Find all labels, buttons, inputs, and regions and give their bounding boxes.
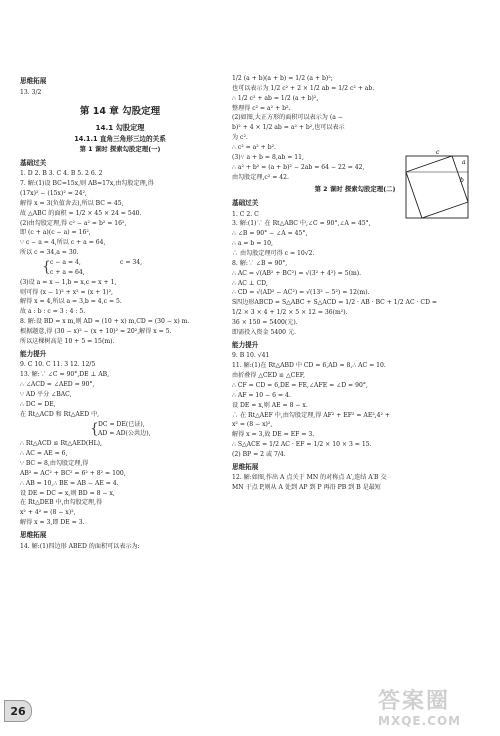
- answer-line: 为 c².: [232, 134, 248, 142]
- answer-line: ∴ AC = AE = 6,: [20, 450, 68, 458]
- answer-block-3: [20, 360, 220, 419]
- answer-line: 也可以表示为 1/2 c² + 2 × 1/2 ab = 1/2 c² + ab.: [232, 84, 375, 92]
- answer-line: 1/2 (a + b)(a + b) = 1/2 (a + b)²;: [232, 75, 333, 82]
- right-column: [232, 74, 478, 493]
- answer-line: ∴ Rt△ACD ≌ Rt△AED(HL),: [20, 440, 102, 448]
- answer-line: 14. 解:(1)四边形 ABED 的面积可以表示为:: [20, 542, 140, 550]
- answer-line: 解得 x = 3,即 DE = 3.: [20, 519, 85, 527]
- answer-line: 故 a : b : c = 3 : 4 : 5.: [20, 308, 86, 316]
- answer-line: (17x)² − (15x)² = 24²,: [20, 190, 87, 197]
- label-c: c: [436, 149, 440, 156]
- answer-line: ∴ ∠B = 90° − ∠A = 45°,: [232, 230, 308, 238]
- answer-line: 1. D 2. B 3. C 4. B 5. 2 6. 2: [20, 170, 103, 178]
- condition-line: DC = DE(已证),: [98, 420, 145, 428]
- answer-line: ∴ DC = DE,: [20, 400, 56, 408]
- answer-line: S四边形ABCD = S△ABC + S△ACD = 1/2 · AB · BC + 1/2 AC · CD =: [232, 299, 438, 307]
- section-heading-think-r: 思维拓展: [232, 462, 259, 471]
- answer-line: ∵ BC = 8,由勾股定理,得: [20, 460, 89, 468]
- answer-block-r3: [232, 351, 478, 459]
- answer-line: 8. 解:设 BD = x m,则 AD = (10 + x) m,CD = (30 − x) m.: [20, 318, 190, 326]
- lesson-title-2: 第 2 课时 探索勾股定理(二): [314, 185, 396, 194]
- answer-line: 解得 x = 4,所以 a = 3,b = 4,c = 5.: [20, 298, 122, 306]
- answer-line: ∴ a² + b² = (a + b)² − 2ab = 64 − 22 = 42,: [232, 163, 365, 171]
- answer-block-4: [20, 439, 220, 528]
- lesson-title-1: 第 1 课时 探索勾股定理(一): [79, 145, 161, 154]
- answer-line: 设 DE = x,则 AE = 8 − x.: [232, 401, 308, 409]
- condition-line: AD = AD(公共边),: [98, 430, 151, 438]
- section-heading-improve-r: 能力提升: [232, 340, 259, 349]
- answer-line: x² = (8 − x)²,: [232, 421, 273, 429]
- answer-line: 7. 解:(1)设 BC=15x,则 AB=17x,由勾股定理,得: [20, 180, 154, 188]
- system-line: c + a = 64,: [50, 268, 85, 276]
- section-heading-basic-r: 基础过关: [232, 198, 259, 207]
- answer-line: ∵ c − a = 4,所以 c + a = 64,: [20, 239, 106, 247]
- answer-block-r4: [232, 473, 478, 493]
- label-b: b: [460, 177, 464, 184]
- answer-line: 设 DE = DC = x,则 BD = 8 − x,: [20, 489, 115, 497]
- answer-line: MN 于点 P,则从 A 处到 AP 到 P 再沿 PB 到 B 是最短: [232, 484, 381, 492]
- watermark-line1: 答案圈: [378, 689, 451, 714]
- left-column: [20, 74, 220, 552]
- answer-line: ∴ ∠ACD = ∠AED = 90°,: [20, 381, 95, 389]
- answer-line: (2)由勾股定理,得 c² − a² = b² = 16²,: [20, 219, 127, 227]
- answer-line: 解得 x = 3,故 DE = EF = 3.: [232, 431, 315, 439]
- answer-block-2: [20, 278, 220, 347]
- label-a: a: [462, 159, 466, 166]
- answer-line: ∴ c² = a² + b².: [232, 144, 276, 152]
- watermark: [378, 690, 493, 732]
- answer-line: (2) BP = 2 或 7/4.: [232, 450, 286, 458]
- answer-line: 所以这棵树高是 10 + 5 = 15(m).: [20, 337, 115, 345]
- answer-line: ∴ 1/2 c² + ab = 1/2 (a + b)²,: [232, 94, 319, 102]
- brace-symbol: {: [42, 259, 51, 276]
- section-heading-think: 思维拓展: [20, 531, 47, 540]
- answer-line: 则可得 (x − 1)² + x² = (x + 1)²,: [20, 288, 113, 296]
- answer-line: 即需投入资金 5400 元.: [232, 328, 296, 336]
- answer-block-1: [20, 169, 220, 258]
- answer-line: (3)∵ a + b = 8,ab = 11,: [232, 153, 304, 161]
- answer-line: ∴ 在 Rt△AEF 中,由勾股定理,得 AF² + EF² = AE²,4² +: [232, 411, 391, 419]
- answer-line: 36 × 150 = 5400(元).: [232, 318, 298, 326]
- answer-line: 整理得 c² = a² + b².: [232, 104, 291, 112]
- section-title: 14.1 勾股定理: [95, 122, 145, 132]
- answer-line: ∵ AD 平分 ∠BAC,: [20, 391, 72, 398]
- square-diagram: [402, 148, 472, 220]
- answer-line: 12. 解:如图,作出 A 点关于 MN 的对称点 A′,连结 A′B 交: [232, 474, 387, 482]
- system-line: c − a = 4,: [50, 259, 81, 267]
- answer-line: 由折叠得 △CED ≌ △CEF,: [232, 372, 305, 380]
- answer-line: 解得 x = 3(负值舍去),所以 BC = 45,: [20, 199, 124, 207]
- answer-line: 在 Rt△ACD 和 Rt△AED 中,: [20, 410, 100, 418]
- answer-line: 即 (c + a)(c − a) = 16²,: [20, 229, 91, 237]
- congruence-conditions: [20, 420, 220, 440]
- system-result: c = 34,: [120, 259, 143, 267]
- answer-line: 11. 解:(1)在 Rt△ABD 中 CD = 6,AD = 8,∴ AC = 10.: [232, 362, 386, 370]
- answer-line: 8. 解:∵ ∠B = 90°,: [232, 259, 288, 267]
- answer-line: (2)如图,大正方形的面积可以表示为 (a −: [232, 114, 343, 122]
- answer-line: 9. B 10. √41: [232, 352, 270, 360]
- answer-line: ∴ CF = CD = 6,DE = FE,∠AFE = ∠D = 90°,: [232, 381, 368, 389]
- answer-line: x² + 4² = (8 − x)²,: [20, 509, 76, 517]
- answer-line: ∴ 由勾股定理可得 c = 10√2.: [232, 249, 315, 257]
- section-heading-improve: 能力提升: [20, 349, 47, 358]
- watermark-line2: MXQE.COM: [378, 714, 462, 728]
- answer-block-r2: [232, 210, 478, 338]
- answer-line: AB² = AC² + BC² = 6² + 8² = 100,: [20, 469, 126, 477]
- answer-line: 所以 c = 34,a = 30.: [20, 249, 79, 257]
- answer-line: ∴ AC = √(AB² + BC²) = √(3² + 4²) = 5(m).: [232, 269, 362, 277]
- answer-line: 1. C 2. C: [232, 210, 259, 218]
- answer-line: 1/2 × 3 × 4 + 1/2 × 5 × 12 = 36(m²).: [232, 309, 348, 317]
- inner-square: [406, 156, 468, 218]
- answer-line: 9. C 10. C 11. 3 12. 12/5: [20, 361, 96, 369]
- section-heading-think-top: 思维拓展: [20, 77, 47, 85]
- chapter-title: 第 14 章 勾股定理: [79, 105, 161, 117]
- answer-line: 故 △ABC 的面积 = 1/2 × 45 × 24 = 540.: [20, 209, 142, 217]
- equation-system: [20, 258, 220, 278]
- answer-line: (3)设 a = x − 1,b = x,c = x + 1,: [20, 278, 117, 286]
- answer-line: ∴ a = b = 10,: [232, 240, 273, 248]
- answer-line: ∴ AC ⊥ CD,: [232, 279, 268, 287]
- subsection-title: 14.1.1 直角三角形三边的关系: [74, 134, 166, 143]
- brace-symbol: {: [90, 420, 99, 437]
- answer-line: 13. 解:∵ ∠C = 90°,DE ⊥ AB,: [20, 371, 110, 379]
- answer-line: 根据题意,得 (30 − x)² − (x + 10)² = 20²,解得 x = 5.: [20, 328, 172, 336]
- answer-line: ∴ AB = 10,∴ BE = AB − AE = 4.: [20, 479, 119, 487]
- answer-line: ∴ S△ACE = 1/2 AC · EF = 1/2 × 10 × 3 = 15.: [232, 441, 372, 449]
- section-heading-basic: 基础过关: [20, 158, 47, 167]
- answer-line: ∴ AF = 10 − 6 = 4.: [232, 391, 291, 399]
- answer-line: 由勾股定理,c² = 42.: [232, 173, 289, 181]
- outer-square: [406, 156, 468, 218]
- answer-13: 13. 3/2: [20, 88, 42, 96]
- answer-line: 在 Rt△DEB 中,由勾股定理,得: [20, 499, 103, 507]
- answer-line: 3. 解:(1)∵ 在 Rt△ABC 中,∠C = 90°,∠A = 45°,: [232, 220, 371, 228]
- answer-line: b)² + 4 × 1/2 ab = a² + b²,也可以表示: [232, 124, 345, 132]
- answer-line: ∴ CD = √(AD² − AC²) = √(13² − 5²) = 12(m).: [232, 289, 370, 297]
- page-number: 26: [4, 700, 32, 722]
